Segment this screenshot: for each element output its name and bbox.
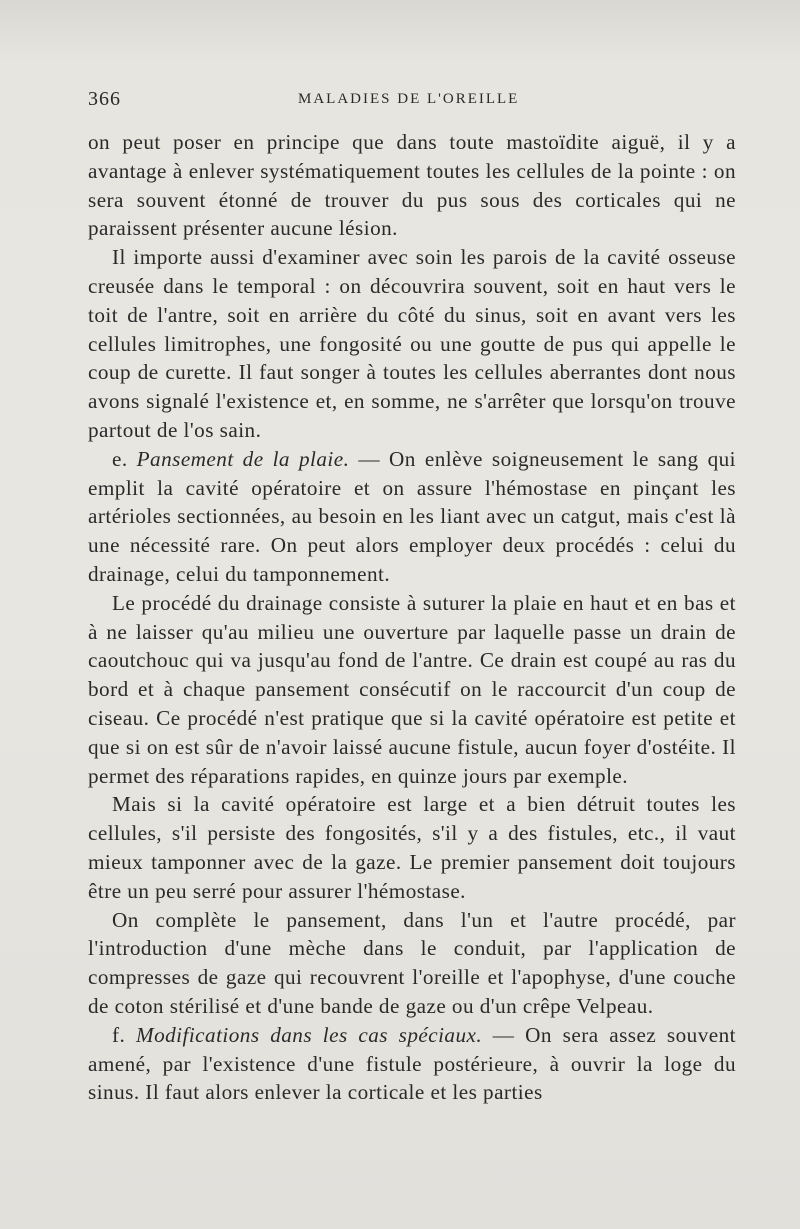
paragraph: Mais si la cavité opératoire est large et a bien détruit toutes les cellules, s'il persiste des fongosités, s'il y a des fistules, etc., il vaut mieux tamponner avec de la gaze. Le premier pansement doit toujours être un peu serré pour assurer l'hémostase.	[88, 792, 736, 903]
page-number: 366	[88, 88, 121, 110]
section-label: f.	[112, 1022, 126, 1047]
paragraph: Le procédé du drainage consiste à suturer la plaie en haut et en bas et à ne laisser qu'au milieu une ouverture par laquelle passe un drain de caoutchouc qui va jusqu'au fond de l'antre. Ce drain est coupé au ras du bord et à chaque pansement consécutif on le raccourcit d'un coup de ciseau. Ce procédé n'est pratique que si la cavité opératoire est petite et que si on est sûr de n'avoir laissé aucune fistule, aucun foyer d'ostéite. Il permet des réparations rapides, en quinze jours par exemple.	[88, 590, 736, 788]
paragraph: On complète le pansement, dans l'un et l'autre procédé, par l'introduction d'une mèche dans le conduit, par l'application de compresses de gaze qui recouvrent l'oreille et l'apophyse, d'une couche de coton stérilisé et d'une bande de gaze ou d'un crêpe Velpeau.	[88, 907, 736, 1018]
section-label: e.	[112, 446, 128, 471]
section-text: — On enlève soigneusement le sang qui emplit la cavité opératoire et on assure l'hémostase en pinçant les artérioles sectionnées, au besoin en les liant avec un catgut, mais c'est là une nécessité rare. On peut alors employer deux procédés : celui du drainage, celui du tamponnement.	[88, 446, 736, 586]
running-title: MALADIES DE L'OREILLE	[298, 91, 520, 107]
running-head	[88, 88, 736, 114]
section-heading: Pansement de la plaie.	[136, 446, 350, 471]
paragraph-continued: on peut poser en principe que dans toute mastoïdite aiguë, il y a avantage à enlever systématiquement toutes les cellules de la pointe : on sera souvent étonné de trouver du pus sous des corticales qui ne paraissent présenter aucune lésion.	[88, 130, 736, 241]
section-e-paragraph	[88, 445, 736, 589]
paragraph: Il importe aussi d'examiner avec soin les parois de la cavité osseuse creusée dans le temporal : on découvrira souvent, soit en haut vers le toit de l'antre, soit en arrière du côté du sinus, soit en avant vers les cellules limitrophes, une fongosité ou une goutte de pus qui appelle le coup de curette. Il faut songer à toutes les cellules aberrantes dont nous avons signalé l'existence et, en somme, ne s'arrêter que lorsqu'on trouve partout de l'os sain.	[88, 245, 736, 442]
section-f-paragraph	[88, 1021, 736, 1107]
section-text: — On sera assez souvent amené, par l'existence d'une fistule postérieure, à ouvrir la loge du sinus. Il faut alors enlever la corticale et les parties	[88, 1022, 736, 1105]
section-heading: Modifications dans les cas spéciaux.	[135, 1022, 483, 1047]
body-text	[88, 128, 736, 1107]
